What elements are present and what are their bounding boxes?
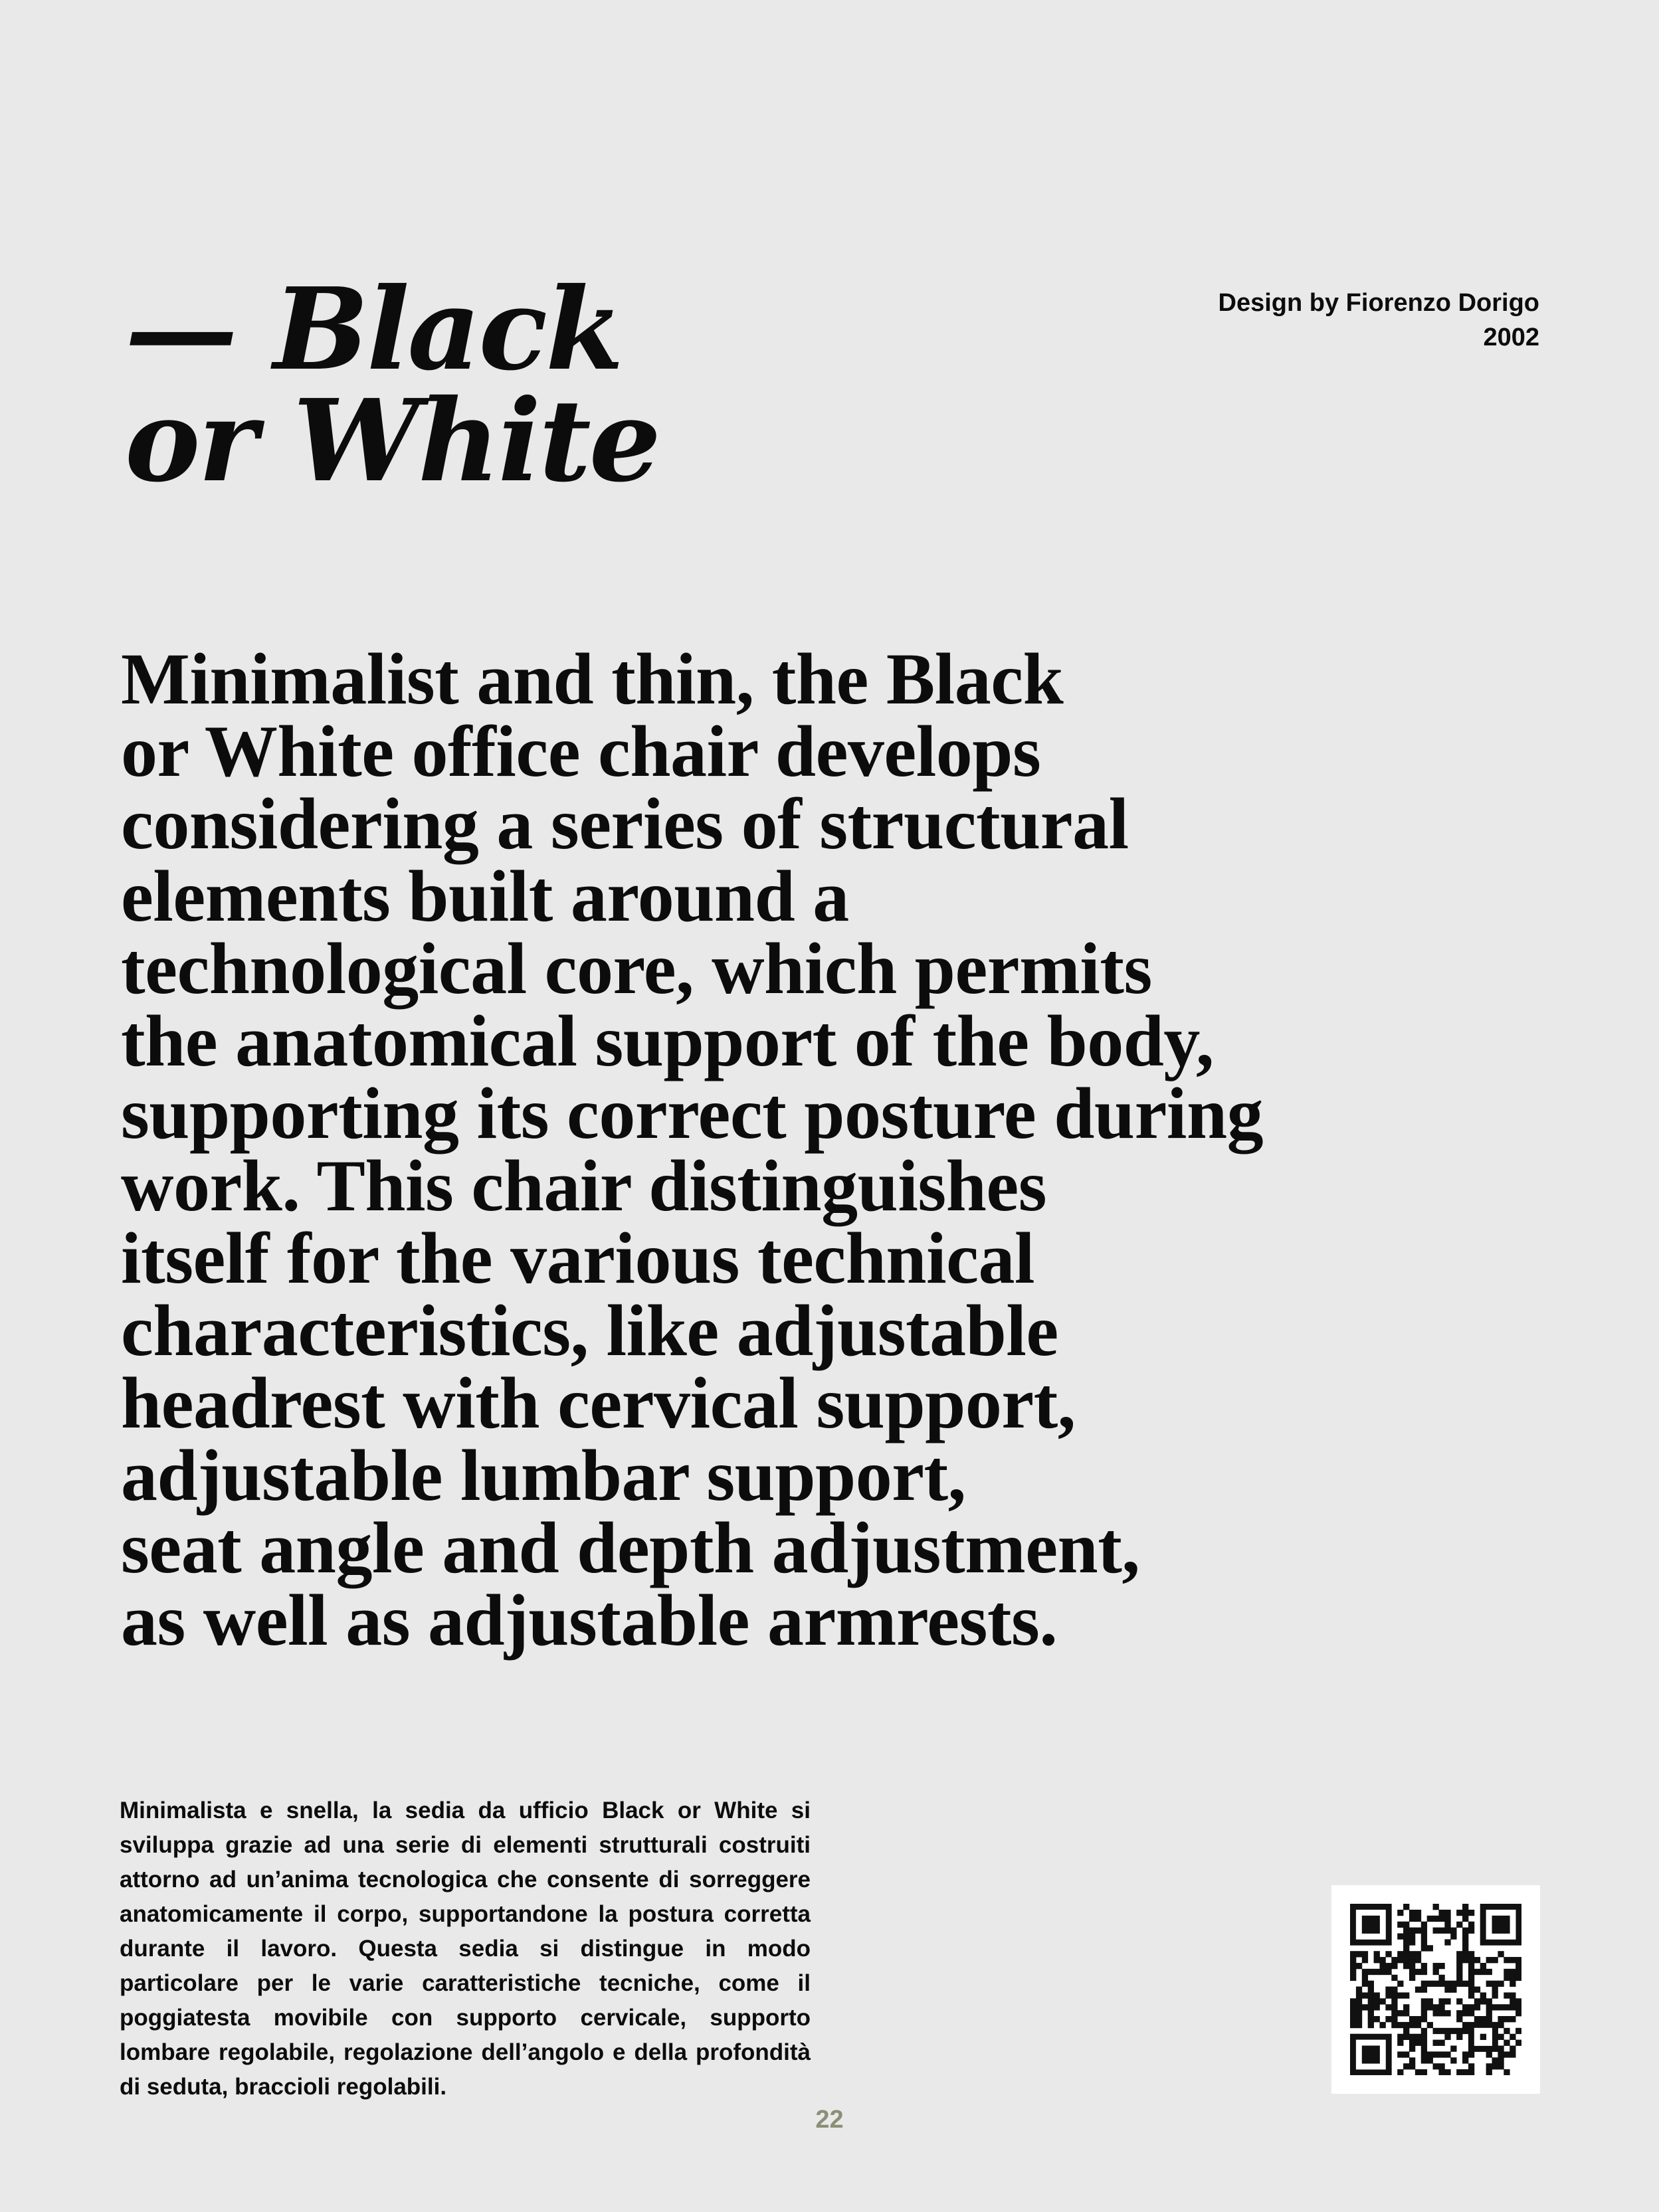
lead-line: as well as adjustable armrests.: [121, 1580, 1058, 1661]
italian-description: Minimalista e snella, la sedia da ufficio Black or White si sviluppa grazie ad una serie di elementi strutturali costruiti attorno ad un’anima tecnologica che consente di sorreggere anatomicamente il corpo, supportandone la postura corretta durante il lavoro. Questa sedia si distingue in modo particolare per le varie caratteristiche tecniche, come il poggiatesta movibile con supporto cervicale, supporto lombare regolabile, regolazione dell’angolo e della profondità di seduta, braccioli regolabili.: [120, 1797, 811, 2100]
lead-line: seat angle and depth adjustment,: [121, 1507, 1140, 1588]
title-line-1: — Black: [125, 263, 622, 396]
design-credit: [1219, 286, 1539, 355]
lead-line: Minimalist and thin, the Black: [121, 638, 1064, 719]
lead-line: characteristics, like adjustable: [121, 1290, 1058, 1371]
lead-line: elements built around a: [121, 856, 849, 937]
lead-line: headrest with cervical support,: [121, 1362, 1076, 1443]
design-year: 2002: [1483, 323, 1539, 351]
lead-line: adjustable lumbar support,: [121, 1435, 966, 1516]
lead-line: the anatomical support of the body,: [121, 1000, 1214, 1081]
lead-line: work. This chair distinguishes: [121, 1145, 1047, 1226]
title-line-2: or White: [125, 375, 659, 507]
page-number: 22: [815, 2106, 844, 2134]
lead-line: supporting its correct posture during: [121, 1073, 1264, 1154]
lead-line: technological core, which permits: [121, 928, 1152, 1009]
lead-line: itself for the various technical: [121, 1218, 1035, 1299]
lead-paragraph: [121, 638, 1583, 1661]
qr-code[interactable]: [1331, 1885, 1540, 2094]
designer-name: Design by Fiorenzo Dorigo: [1218, 289, 1539, 317]
lead-line: considering a series of structural: [121, 783, 1129, 864]
qr-code-icon: [1350, 1904, 1521, 2075]
lead-line: or White office chair develops: [121, 711, 1041, 792]
page-title: [125, 263, 659, 507]
